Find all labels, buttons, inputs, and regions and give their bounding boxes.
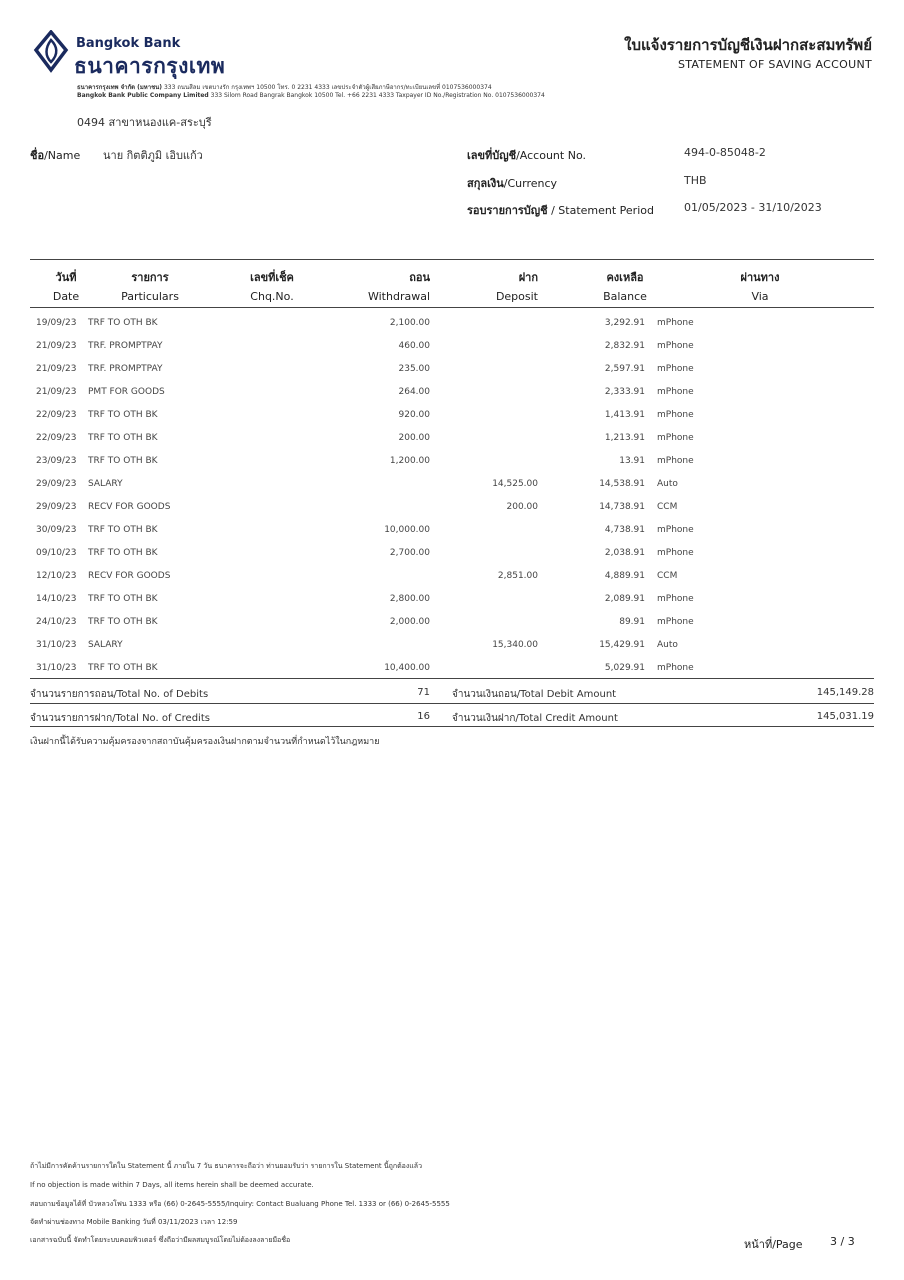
row-date: 12/10/23	[36, 571, 77, 581]
row-balance: 2,597.91	[604, 364, 645, 374]
row-particulars: TRF TO OTH BK	[88, 410, 158, 420]
table-row	[30, 497, 874, 520]
row-via: CCM	[657, 502, 678, 512]
header-deposit-th: ฝาก	[518, 271, 538, 284]
row-withdrawal: 10,000.00	[384, 525, 430, 535]
row-balance: 4,738.91	[604, 525, 645, 535]
bank-name-en: Bangkok Bank	[76, 36, 181, 51]
bank-address-en: Bangkok Bank Public Company Limited 333 Silom Road Bangrak Bangkok 10500 Tel. +66 2231 4333 Taxpayer ID No./Registration No. 0107536000374	[77, 92, 545, 99]
row-via: mPhone	[657, 387, 694, 397]
table-row	[30, 520, 874, 543]
header-deposit-en: Deposit	[495, 290, 538, 303]
table-row	[30, 313, 874, 336]
row-date: 23/09/23	[36, 456, 77, 466]
total-credit-amount-label: จำนวนเงินฝาก/Total Credit Amount	[452, 713, 618, 724]
row-balance: 13.91	[619, 456, 645, 466]
row-balance: 14,538.91	[599, 479, 645, 489]
row-via: mPhone	[657, 456, 694, 466]
row-balance: 4,889.91	[604, 571, 645, 581]
row-balance: 5,029.91	[604, 663, 645, 673]
header-withdrawal-th: ถอน	[409, 271, 430, 284]
row-via: CCM	[657, 571, 678, 581]
row-date: 31/10/23	[36, 663, 77, 673]
row-date: 19/09/23	[36, 318, 77, 328]
header-chq-en: Chq.No.	[250, 290, 294, 303]
row-via: mPhone	[657, 617, 694, 627]
table-row	[30, 612, 874, 635]
header-bottom-rule	[30, 307, 874, 308]
row-via: mPhone	[657, 525, 694, 535]
row-particulars: RECV FOR GOODS	[88, 571, 171, 581]
row-particulars: TRF TO OTH BK	[88, 525, 158, 535]
total-credits-count: 16	[417, 711, 430, 722]
row-balance: 89.91	[619, 617, 645, 627]
total-debits-count: 71	[417, 687, 430, 698]
row-particulars: TRF TO OTH BK	[88, 663, 158, 673]
statement-title-en: STATEMENT OF SAVING ACCOUNT	[677, 58, 872, 71]
total-debits-label: จำนวนรายการถอน/Total No. of Debits	[30, 689, 209, 700]
footer-generated: จัดทำผ่านช่องทาง Mobile Banking วันที่ 03/11/2023 เวลา 12:59	[30, 1218, 238, 1226]
row-withdrawal: 2,100.00	[389, 318, 430, 328]
header-balance-th: คงเหลือ	[606, 271, 644, 284]
row-withdrawal: 235.00	[398, 364, 430, 374]
currency-label: สกุลเงิน/Currency	[467, 177, 558, 190]
footer-inquiry: สอบถามข้อมูลได้ที่ บัวหลวงโฟน 1333 หรือ (66) 0-2645-5555/Inquiry: Contact Bualuang Phone Tel. 1333 or (66) 0-2645-5555	[30, 1200, 450, 1208]
row-particulars: TRF TO OTH BK	[88, 548, 158, 558]
row-date: 22/09/23	[36, 410, 77, 420]
row-deposit: 15,340.00	[492, 640, 538, 650]
table-row	[30, 451, 874, 474]
row-withdrawal: 1,200.00	[389, 456, 430, 466]
row-balance: 2,089.91	[604, 594, 645, 604]
footer-objection-en: If no objection is made within 7 Days, all items herein shall be deemed accurate.	[30, 1181, 314, 1189]
row-balance: 1,213.91	[604, 433, 645, 443]
row-particulars: SALARY	[88, 479, 123, 489]
row-date: 09/10/23	[36, 548, 77, 558]
table-row	[30, 543, 874, 566]
row-particulars: TRF TO OTH BK	[88, 456, 158, 466]
header-via-en: Via	[751, 290, 769, 303]
row-deposit: 200.00	[506, 502, 538, 512]
row-withdrawal: 2,800.00	[389, 594, 430, 604]
row-via: Auto	[657, 640, 678, 650]
row-date: 22/09/23	[36, 433, 77, 443]
row-particulars: TRF TO OTH BK	[88, 433, 158, 443]
header-via-th: ผ่านทาง	[740, 271, 780, 284]
row-deposit: 2,851.00	[497, 571, 538, 581]
table-row	[30, 336, 874, 359]
row-via: mPhone	[657, 433, 694, 443]
row-particulars: SALARY	[88, 640, 123, 650]
table-row	[30, 359, 874, 382]
row-date: 30/09/23	[36, 525, 77, 535]
row-date: 29/09/23	[36, 502, 77, 512]
row-withdrawal: 2,000.00	[389, 617, 430, 627]
row-balance: 3,292.91	[604, 318, 645, 328]
row-deposit: 14,525.00	[492, 479, 538, 489]
table-row	[30, 474, 874, 497]
row-particulars: RECV FOR GOODS	[88, 502, 171, 512]
branch: 0494 สาขาหนองแค-สระบุรี	[77, 116, 212, 129]
table-bottom-rule	[30, 678, 874, 679]
table-row	[30, 405, 874, 428]
row-via: mPhone	[657, 663, 694, 673]
total-debit-amount: 145,149.28	[816, 687, 874, 698]
bank-address-th: ธนาคารกรุงเทพ จำกัด (มหาชน) 333 ถนนสีลม เขตบางรัก กรุงเทพฯ 10500 โทร. 0 2231 4333 เลขประจำตัวผู้เสียภาษีอากร/ทะเบียนเลขที่ 0107536000374	[77, 84, 492, 91]
row-balance: 1,413.91	[604, 410, 645, 420]
row-via: mPhone	[657, 410, 694, 420]
header-balance-en: Balance	[603, 290, 647, 303]
row-via: mPhone	[657, 594, 694, 604]
header-particulars-th: รายการ	[131, 271, 169, 284]
row-particulars: TRF TO OTH BK	[88, 318, 158, 328]
table-row	[30, 566, 874, 589]
row-date: 21/09/23	[36, 364, 77, 374]
footer-computer-note: เอกสารฉบับนี้ จัดทำโดยระบบคอมพิวเตอร์ ซึ่งถือว่ามีผลสมบูรณ์โดยไม่ต้องลงลายมือชื่อ	[30, 1236, 291, 1244]
account-no-label: เลขที่บัญชี/Account No.	[467, 149, 586, 162]
row-date: 31/10/23	[36, 640, 77, 650]
row-balance: 2,832.91	[604, 341, 645, 351]
row-withdrawal: 460.00	[398, 341, 430, 351]
footer-objection-th: ถ้าไม่มีการคัดค้านรายการใดใน Statement นี้ ภายใน 7 วัน ธนาคารจะถือว่า ท่านยอมรับว่า รายการใน Statement นี้ถูกต้องแล้ว	[30, 1162, 423, 1170]
header-chq-th: เลขที่เช็ค	[250, 271, 294, 284]
row-via: Auto	[657, 479, 678, 489]
row-balance: 2,038.91	[604, 548, 645, 558]
header-date-en: Date	[52, 290, 80, 303]
table-row	[30, 589, 874, 612]
statement-period: 01/05/2023 - 31/10/2023	[684, 201, 822, 214]
row-particulars: TRF. PROMPTPAY	[88, 341, 163, 351]
row-balance: 15,429.91	[599, 640, 645, 650]
table-row	[30, 428, 874, 451]
row-withdrawal: 2,700.00	[389, 548, 430, 558]
total-debit-amount-label: จำนวนเงินถอน/Total Debit Amount	[452, 689, 617, 700]
row-withdrawal: 200.00	[398, 433, 430, 443]
row-particulars: TRF TO OTH BK	[88, 594, 158, 604]
row-date: 14/10/23	[36, 594, 77, 604]
row-withdrawal: 10,400.00	[384, 663, 430, 673]
header-date-th: วันที่	[55, 271, 77, 284]
customer-name: นาย กิตติภูมิ เอิบแก้ว	[103, 149, 203, 162]
row-balance: 2,333.91	[604, 387, 645, 397]
row-via: mPhone	[657, 341, 694, 351]
row-date: 21/09/23	[36, 341, 77, 351]
header-particulars-en: Particulars	[121, 290, 179, 303]
account-no: 494-0-85048-2	[684, 146, 766, 159]
row-withdrawal: 264.00	[398, 387, 430, 397]
row-via: mPhone	[657, 318, 694, 328]
summary-bottom-rule	[30, 726, 874, 727]
period-label: รอบรายการบัญชี / Statement Period	[467, 204, 654, 217]
table-row	[30, 382, 874, 405]
bank-name-th: ธนาคารกรุงเทพ	[74, 54, 226, 78]
row-via: mPhone	[657, 548, 694, 558]
row-date: 29/09/23	[36, 479, 77, 489]
row-date: 21/09/23	[36, 387, 77, 397]
total-credit-amount: 145,031.19	[816, 711, 874, 722]
row-date: 24/10/23	[36, 617, 77, 627]
row-withdrawal: 920.00	[398, 410, 430, 420]
table-row	[30, 635, 874, 658]
row-particulars: TRF. PROMPTPAY	[88, 364, 163, 374]
total-credits-label: จำนวนรายการฝาก/Total No. of Credits	[30, 713, 210, 724]
summary-mid-rule	[30, 703, 874, 704]
bangkok-bank-logo-icon	[33, 30, 69, 74]
table-top-rule	[30, 259, 874, 260]
name-label: ชื่อ/Name	[30, 149, 81, 162]
row-particulars: PMT FOR GOODS	[88, 387, 165, 397]
row-particulars: TRF TO OTH BK	[88, 617, 158, 627]
page-number: 3 / 3	[830, 1235, 855, 1248]
row-balance: 14,738.91	[599, 502, 645, 512]
deposit-protection-note: เงินฝากนี้ได้รับความคุ้มครองจากสถาบันคุ้มครองเงินฝากตามจำนวนที่กำหนดไว้ในกฎหมาย	[30, 737, 380, 747]
page-label: หน้าที่/Page	[744, 1238, 803, 1251]
currency: THB	[684, 174, 707, 187]
header-withdrawal-en: Withdrawal	[367, 290, 430, 303]
statement-title-th: ใบแจ้งรายการบัญชีเงินฝากสะสมทรัพย์	[624, 36, 872, 54]
row-via: mPhone	[657, 364, 694, 374]
